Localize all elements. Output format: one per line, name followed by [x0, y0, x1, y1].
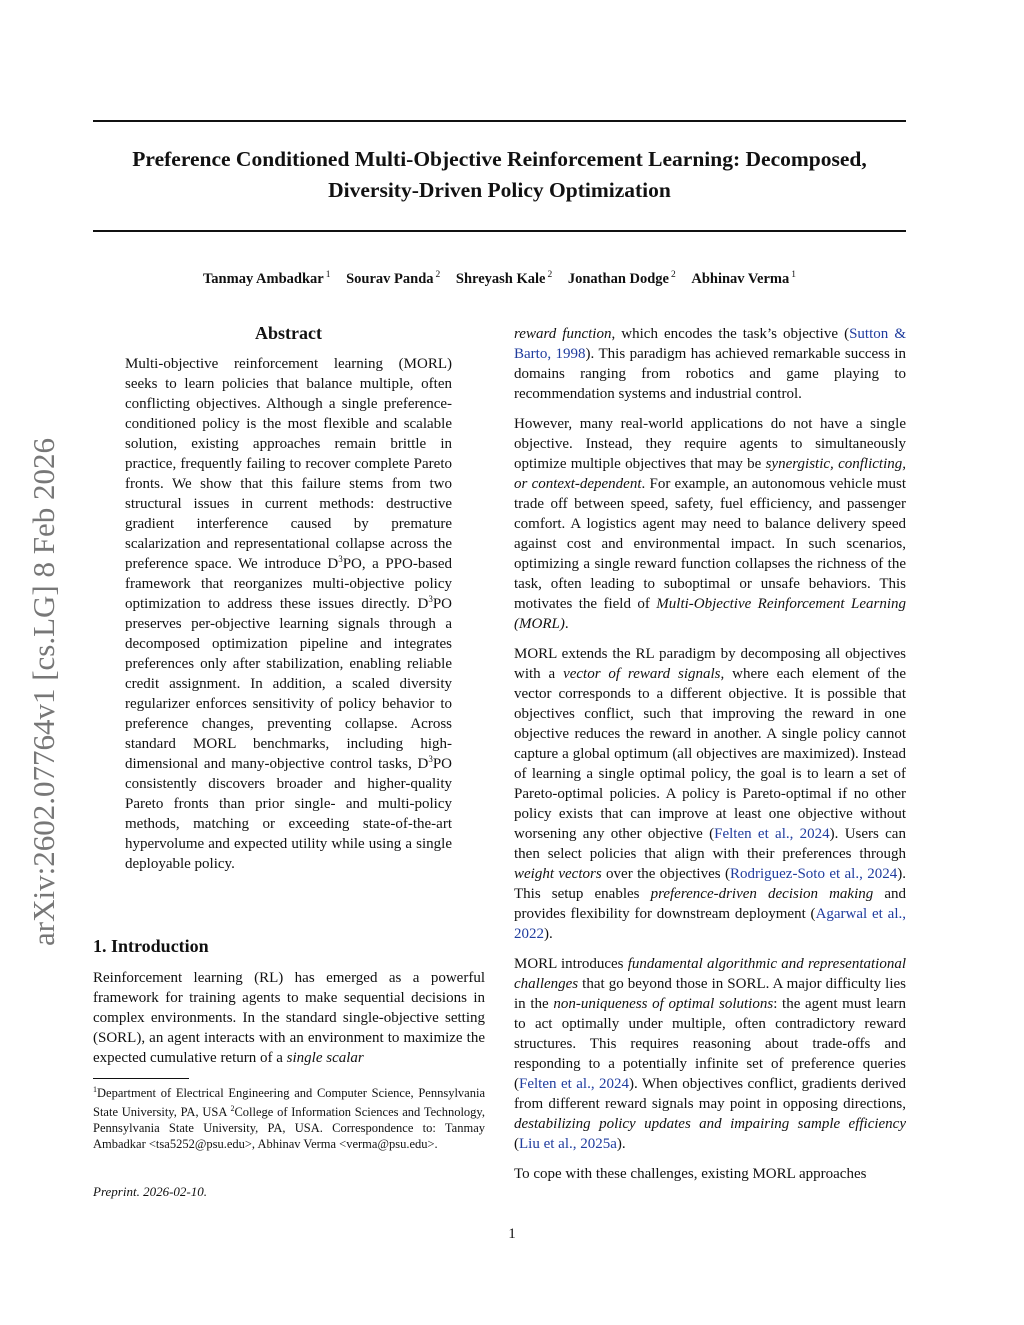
citation-link[interactable]: Liu et al., 2025a	[519, 1136, 617, 1152]
abstract-heading: Abstract	[255, 323, 322, 343]
title-bottom-rule	[93, 230, 906, 232]
page-number: 1	[508, 1226, 516, 1242]
introduction-paragraph-2: However, many real-world applications do not have a single objective. Instead, they require agents to simultaneously optimize multiple objectives that may be synergistic, conflicting, or context-dependent. For example, an autonomous vehicle must trade off between speed, safety, fuel efficiency, and passenger comfort. A logistics agent may need to balance delivery speed against cost and environmental impact. In such scenarios, optimizing a single reward function collapses the richness of the task, often leading to suboptimal or unsafe behaviors. This motivates the field of Multi-Objective Reinforcement Learning (MORL).	[514, 416, 906, 632]
title-line-1: Preference Conditioned Multi-Objective Reinforcement Learning: Decomposed,	[132, 147, 867, 171]
author: Jonathan Dodge $^2$	[567, 270, 676, 287]
author: Shreyash Kale $^2$	[455, 270, 553, 287]
introduction-paragraph-5: To cope with these challenges, existing MORL approaches	[514, 1166, 867, 1182]
author-list	[93, 264, 906, 290]
abstract-body: Multi-objective reinforcement learning (MORL) seeks to learn policies that balance multiple, often conflicting objectives. Although a single preference-conditioned policy is the most flexible and scalable solution, existing approaches remain brittle in practice, frequently failing to recover complete Pareto fronts. We show that this failure stems from two structural issues in current methods: destructive gradient interference caused by premature scalarization and representational collapse across the preference space. We introduce $D^3PO$, a PPO-based framework that reorganizes multi-objective policy optimization to address these issues directly. $D^3PO$ preserves per-objective learning signals through a decomposed optimization pipeline and integrates preferences only after stabilization, enabling reliable credit assignment. In addition, a scaled diversity regularizer enforces sensitivity of policy behavior to preference changes, preventing collapse. Across standard MORL benchmarks, including high-dimensional and many-objective control tasks, $D^3PO$ consistently discovers broader and higher-quality Pareto fronts than prior single- and multi-policy methods, matching or exceeding state-of-the-art hypervolume and expected utility while using a single deployable policy.	[125, 356, 452, 872]
title-top-rule	[93, 120, 906, 122]
introduction-heading: 1. Introduction	[93, 936, 209, 956]
introduction-paragraph-1-start: Reinforcement learning (RL) has emerged as a powerful framework for training agents to make sequential decisions in complex environments. In the standard single-objective setting (SORL), an agent interacts with an environment to maximize the expected cumulative return of a single scalar	[93, 970, 485, 1066]
citation-link[interactable]: Rodriguez-Soto et al., 2024	[729, 866, 898, 882]
title-line-2: Diversity-Driven Policy Optimization	[328, 178, 671, 202]
author: Tanmay Ambadkar $^1$	[202, 270, 331, 287]
right-column	[514, 324, 906, 1194]
arxiv-identifier-stamp: arXiv:2602.07764v1 [cs.LG] 8 Feb 2026	[26, 438, 61, 946]
introduction-paragraph-3: MORL extends the RL paradigm by decomposing all objectives with a vector of reward signals, where each element of the vector corresponds to a different objective. It is possible that objectives conflict, such that improving the reward in one objective reduces the reward in another. A single policy cannot capture a global optimum (all objectives are maximized). Instead of learning a single optimal policy, the goal is to learn a set of Pareto-optimal policies. A policy is Pareto-optimal if no other policy exists that can improve at least one objective without worsening any other objective (Felten et al., 2024). Users can then select policies that align with their preferences through weight vectors over the objectives (Rodriguez-Soto et al., 2024). This setup enables preference-driven decision making and provides flexibility for downstream deployment (Agarwal et al., 2022).	[514, 646, 907, 942]
paper-title	[93, 144, 906, 206]
author: Abhinav Verma $^1$	[691, 270, 797, 287]
citation-link[interactable]: Agarwal et al., 2022	[514, 906, 907, 942]
citation-link[interactable]: Felten et al., 2024	[714, 826, 830, 842]
introduction-paragraph-1-end: reward function, which encodes the task’s objective (Sutton & Barto, 1998). This paradigm has achieved remarkable success in domains ranging from robotics and game playing to recommendation systems and industrial control.	[514, 326, 906, 402]
affiliation-footnote: $^1$Department of Electrical Engineering and Computer Science, Pennsylvania State University, PA, USA $^2$College of Information Sciences and Technology, Pennsylvania State University, PA, USA. Correspondence to: Tanmay Ambadkar <tsa5252@psu.edu>, Abhinav Verma <verma@psu.edu>.	[93, 1085, 485, 1152]
footnote-rule	[93, 1078, 189, 1079]
citation-link[interactable]: Felten et al., 2024	[519, 1076, 630, 1092]
introduction-paragraph-4: MORL introduces fundamental algorithmic and representational challenges that go beyond those in SORL. A major difficulty lies in the non-uniqueness of optimal solutions: the agent must learn to act optimally under multiple, often contradictory reward structures. This requires reasoning about trade-offs and responding to a potentially infinite set of preference queries (Felten et al., 2024). When objectives conflict, gradients derived from different reward signals may point in opposing directions, destabilizing policy updates and impairing sample efficiency (Liu et al., 2025a).	[514, 956, 906, 1152]
citation-link[interactable]: Sutton & Barto, 1998	[514, 326, 906, 362]
preprint-date: Preprint. 2026-02-10.	[93, 1184, 207, 1199]
author: Sourav Panda $^2$	[346, 270, 441, 287]
